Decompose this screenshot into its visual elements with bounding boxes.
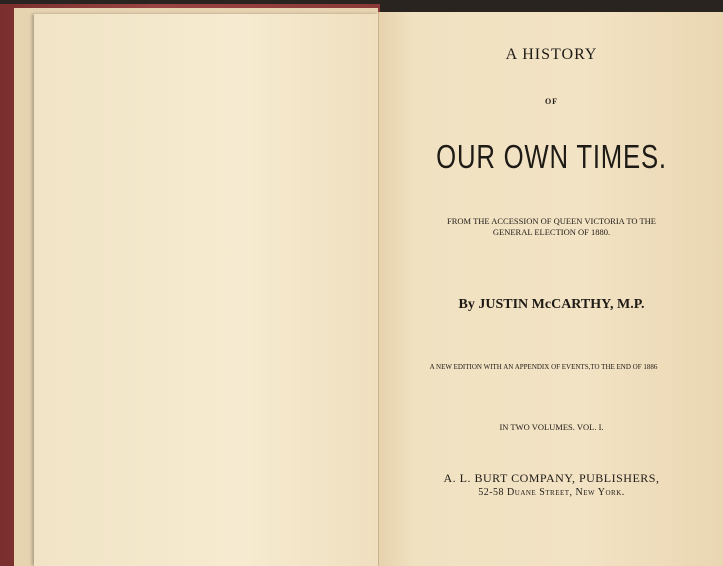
edition-note: A NEW EDITION WITH AN APPENDIX OF EVENTS,TO THE END OF 1886: [429, 363, 658, 371]
publisher-address: 52-58 Duane Street, New York.: [478, 487, 625, 498]
subtitle-line-2: GENERAL ELECTION OF 1880.: [492, 227, 611, 237]
title-page: [378, 12, 723, 566]
blank-flyleaf-page: [34, 14, 378, 566]
author: By JUSTIN McCARTHY, M.P.: [458, 297, 645, 312]
subtitle-line-1: FROM THE ACCESSION OF QUEEN VICTORIA TO THE: [447, 216, 656, 226]
book-title: OUR OWN TIMES.: [436, 138, 667, 175]
publisher: A. L. BURT COMPANY, PUBLISHERS,: [443, 471, 660, 485]
heading: A HISTORY: [505, 46, 598, 63]
of-text: OF: [544, 97, 559, 106]
volume-info: IN TWO VOLUMES. VOL. I.: [499, 422, 604, 432]
